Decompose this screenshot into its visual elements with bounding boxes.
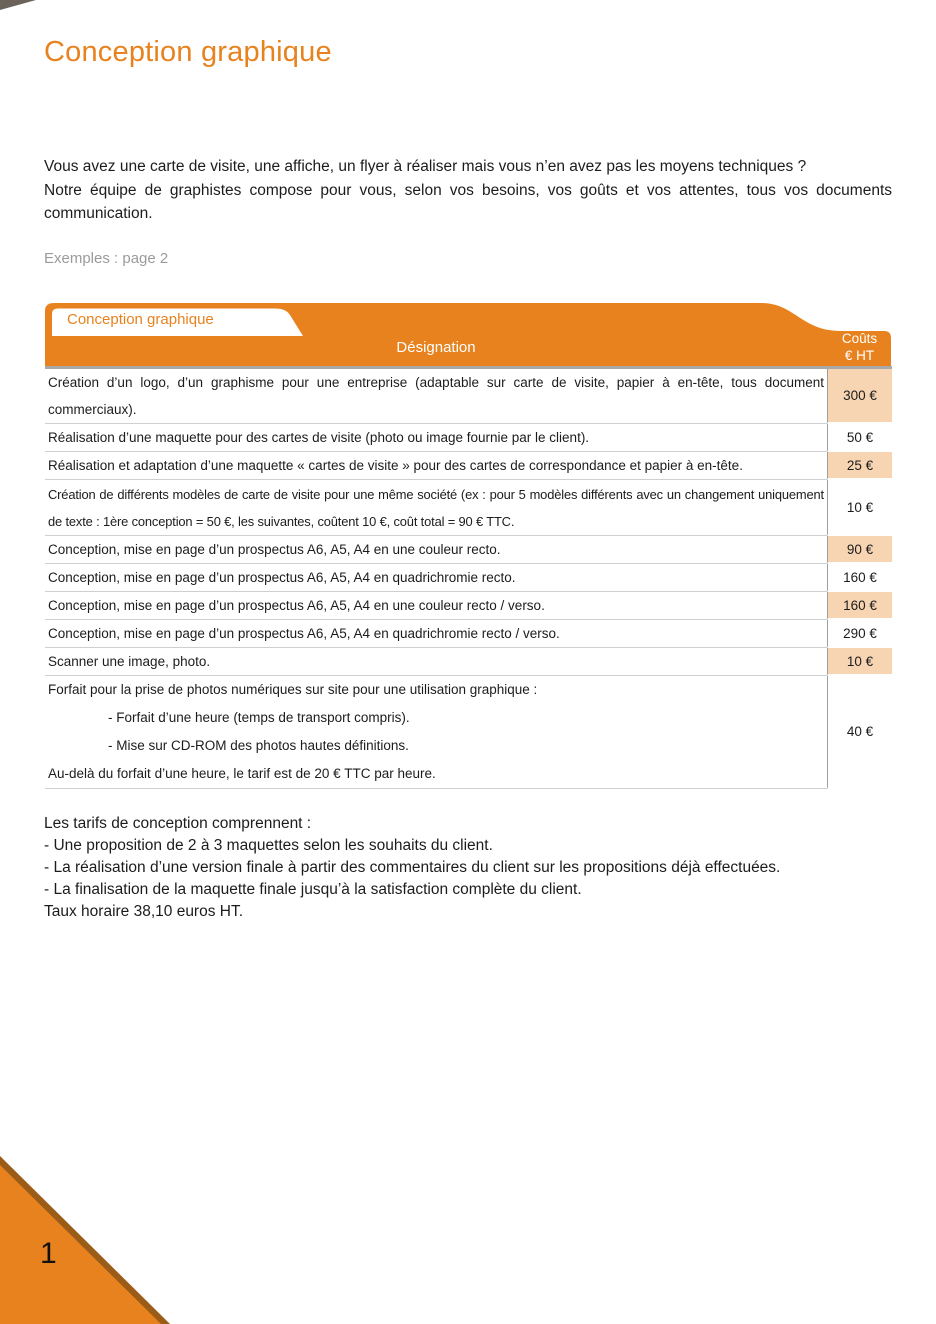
designation-text: Conception, mise en page d’un prospectus A6, A5, A4 en quadrichromie recto. [48, 569, 516, 585]
pricing-table-header [45, 302, 892, 369]
designation-text: Conception, mise en page d’un prospectus A6, A5, A4 en quadrichromie recto / verso. [48, 625, 560, 641]
price-value: 160 € [843, 569, 877, 585]
bottom-left-corner-triangle [0, 1156, 170, 1324]
designation-line: Forfait pour la prise de photos numériques sur site pour une utilisation graphique : [48, 682, 538, 697]
price-value: 290 € [843, 625, 877, 641]
intro-paragraph [44, 155, 892, 226]
table-row [45, 452, 892, 480]
designation-text: Conception, mise en page d’un prospectus A6, A5, A4 en une couleur recto / verso. [48, 597, 545, 613]
designation-text: Réalisation d’une maquette pour des cartes de visite (photo ou image fournie par le client). [48, 429, 590, 445]
designation-cell [45, 480, 827, 536]
top-left-corner-decoration [0, 0, 36, 10]
tariff-note-line: Taux horaire 38,10 euros HT. [44, 903, 244, 920]
table-row [45, 536, 892, 564]
designation-line: - Forfait d’une heure (temps de transport compris). [108, 710, 410, 725]
tariff-note-line: Les tarifs de conception comprennent : [44, 815, 312, 832]
designation-cell [45, 592, 827, 620]
designation-text: Scanner une image, photo. [48, 653, 211, 669]
price-cell [827, 480, 892, 536]
designation-cell [45, 369, 827, 424]
examples-note: Exemples : page 2 [44, 250, 169, 267]
designation-cell [45, 424, 827, 452]
designation-column-header: Désignation [396, 339, 476, 356]
price-cell [827, 452, 892, 480]
price-cell [827, 564, 892, 592]
price-value: 160 € [843, 597, 877, 613]
table-row [45, 564, 892, 592]
price-value: 90 € [846, 541, 874, 557]
price-cell [827, 648, 892, 676]
price-value: 10 € [846, 499, 874, 515]
designation-text: Création de différents modèles de carte de visite pour une même société (ex : pour 5 modèles différents avec un changement uniquement de texte : 1ère conception = 50 €, les suivantes, coûtent 10 €, coût total = 90 € TTC. [48, 486, 824, 529]
price-value: 25 € [846, 457, 874, 473]
designation-text: Réalisation et adaptation d’une maquette « cartes de visite » pour des cartes de correspondance et papier à en-tête. [48, 457, 743, 473]
tariff-note-line: - Une proposition de 2 à 3 maquettes selon les souhaits du client. [44, 837, 493, 854]
pricing-table-body [45, 369, 892, 789]
cost-header-line1: Coûts [841, 331, 878, 346]
designation-cell [45, 452, 827, 480]
table-row [45, 592, 892, 620]
designation-line: - Mise sur CD-ROM des photos hautes définitions. [108, 738, 409, 753]
price-cell [827, 369, 892, 424]
cost-header-line2: € HT [844, 348, 875, 363]
table-row [45, 424, 892, 452]
price-cell [827, 676, 892, 789]
cost-column-header [827, 330, 892, 364]
table-tab-label: Conception graphique [67, 311, 214, 328]
table-row [45, 648, 892, 676]
table-row [45, 480, 892, 536]
designation-cell [45, 648, 827, 676]
tariff-note-line: - La réalisation d’une version finale à partir des commentaires du client sur les propositions déjà effectuées. [44, 859, 781, 876]
price-cell [827, 536, 892, 564]
price-cell [827, 620, 892, 648]
designation-cell [45, 620, 827, 648]
table-row [45, 369, 892, 424]
designation-cell [45, 676, 827, 789]
intro-line-2: Notre équipe de graphistes compose pour vous, selon vos besoins, vos goûts et vos attentes, tous vos documents communication. [44, 181, 892, 222]
price-value: 40 € [846, 724, 874, 739]
price-value: 300 € [843, 388, 877, 403]
pricing-table [45, 302, 892, 789]
tariff-notes [44, 813, 780, 923]
table-row [45, 676, 892, 789]
designation-cell [45, 536, 827, 564]
designation-text: Conception, mise en page d’un prospectus A6, A5, A4 en une couleur recto. [48, 541, 501, 557]
price-value: 50 € [846, 429, 874, 445]
designation-text: Création d’un logo, d’un graphisme pour une entreprise (adaptable sur carte de visite, papier à en-tête, tous document commerciaux). [48, 375, 824, 417]
page-title: Conception graphique [44, 36, 332, 68]
tariff-note-line: - La finalisation de la maquette finale jusqu’à la satisfaction complète du client. [44, 881, 582, 898]
price-value: 10 € [846, 653, 874, 669]
intro-line-1: Vous avez une carte de visite, une affiche, un flyer à réaliser mais vous n’en avez pas les moyens techniques ? [44, 158, 807, 175]
table-row [45, 620, 892, 648]
designation-cell [45, 564, 827, 592]
page-number: 1 [40, 1237, 57, 1270]
price-cell [827, 424, 892, 452]
price-cell [827, 592, 892, 620]
designation-line: Au-delà du forfait d’une heure, le tarif est de 20 € TTC par heure. [48, 766, 436, 781]
